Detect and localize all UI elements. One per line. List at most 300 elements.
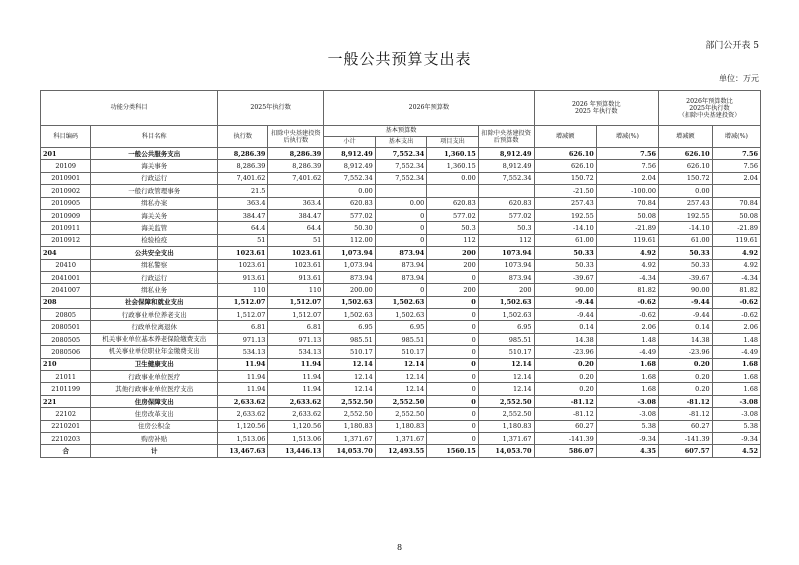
cell-basic: 7,552.34 [375,160,427,172]
cell-pct-2: 81.82 [712,284,760,296]
header-inc-pct: 增减(%) [596,126,658,148]
cell-project: 200 [427,259,479,271]
cell-exec: 363.4 [218,197,268,209]
table-row [41,296,761,308]
cell-basic [375,185,427,197]
table-row [41,209,761,221]
header-budget-excl: 扣除中央基建投资后预算数 [478,126,534,148]
cell-name: 行政运行 [91,271,218,283]
cell-inc: 14.38 [534,333,596,345]
cell-pct: -0.62 [596,296,658,308]
header-row-top [41,91,761,126]
cell-exec-excl: 110 [268,284,324,296]
cell-project: 0 [427,358,479,370]
cell-pct: 2.04 [596,172,658,184]
cell-project: 200 [427,284,479,296]
cell-exec: 384.47 [218,209,268,221]
header-inc-amount-2: 增减额 [659,126,713,148]
table-row [41,346,761,358]
cell-subtotal: 1,073.94 [324,259,376,271]
table-row [41,197,761,209]
cell-exec-excl: 8,286.39 [268,160,324,172]
cell-basic: 1,180.83 [375,420,427,432]
cell-inc-2: 50.33 [659,259,713,271]
header-exec-excl: 扣除中央基建投资后执行数 [268,126,324,148]
cell-exec-excl: 11.94 [268,358,324,370]
cell-budget-excl: 510.17 [478,346,534,358]
cell-inc-2: -14.10 [659,222,713,234]
cell-exec-excl: 1,512.07 [268,296,324,308]
cell-inc-2: 150.72 [659,172,713,184]
cell-inc-2: -81.12 [659,408,713,420]
cell-subtotal: 985.51 [324,333,376,345]
table-row [41,309,761,321]
cell-name: 住房改革支出 [91,408,218,420]
cell-pct: 7.56 [596,160,658,172]
total-label-a: 合 [41,445,91,457]
table-row [41,271,761,283]
cell-budget-excl: 8,912.49 [478,160,534,172]
header-compare-2025: 2026 年预算数比 2025 年执行数 [534,91,658,126]
cell-exec: 11.94 [218,371,268,383]
cell-code: 2010912 [41,234,91,246]
cell-pct-2: 7.56 [712,160,760,172]
cell-exec-excl: 1023.61 [268,259,324,271]
table-row [41,420,761,432]
cell-project: 0 [427,296,479,308]
total-row [41,445,761,457]
cell-code: 20109 [41,160,91,172]
cell-pct-2: 2.04 [712,172,760,184]
cell-pct-2: 1.68 [712,383,760,395]
cell-pct-2: -4.49 [712,346,760,358]
page-title: 一般公共预算支出表 [327,50,472,68]
cell-inc: 192.55 [534,209,596,221]
table-row [41,383,761,395]
cell-exec-excl: 1,513.06 [268,432,324,444]
cell-exec: 51 [218,234,268,246]
cell-budget-excl: 50.3 [478,222,534,234]
cell-subtotal: 2,552.50 [324,395,376,407]
total-exec: 13,467.63 [218,445,268,457]
cell-name: 卫生健康支出 [91,358,218,370]
cell-inc-2: 0.00 [659,185,713,197]
table-row [41,247,761,259]
cell-inc: 50.33 [534,247,596,259]
cell-name: 缉私警察 [91,259,218,271]
table-row [41,259,761,271]
cell-inc: 626.10 [534,160,596,172]
table-row [41,371,761,383]
cell-pct: -3.08 [596,408,658,420]
cell-name: 住房保障支出 [91,395,218,407]
cell-project: 0 [427,271,479,283]
cell-inc: 90.00 [534,284,596,296]
cell-exec-excl: 913.61 [268,271,324,283]
cell-subtotal: 8,912.49 [324,148,376,160]
cell-subtotal: 0.00 [324,185,376,197]
cell-pct-2: 70.84 [712,197,760,209]
cell-inc-2: 257.43 [659,197,713,209]
cell-project: 0 [427,346,479,358]
cell-exec: 110 [218,284,268,296]
header-inc-amount: 增减额 [534,126,596,148]
cell-code: 21011 [41,371,91,383]
cell-inc-2: -81.12 [659,395,713,407]
cell-name: 缉私业务 [91,284,218,296]
cell-pct: 119.61 [596,234,658,246]
cell-basic: 2,552.50 [375,395,427,407]
cell-exec: 21.5 [218,185,268,197]
cell-name: 其他行政事业单位医疗支出 [91,383,218,395]
cell-exec-excl: 8,286.39 [268,148,324,160]
table-row [41,148,761,160]
cell-inc: -81.12 [534,395,596,407]
cell-budget-excl: 577.02 [478,209,534,221]
cell-subtotal: 1,371.67 [324,432,376,444]
cell-exec-excl: 1,512.07 [268,309,324,321]
cell-subtotal: 200.00 [324,284,376,296]
cell-budget-excl: 12.14 [478,371,534,383]
cell-inc: -141.39 [534,432,596,444]
cell-name: 海关监管 [91,222,218,234]
total-inc-2: 607.57 [659,445,713,457]
cell-inc-2: 61.00 [659,234,713,246]
cell-subtotal: 577.02 [324,209,376,221]
cell-code: 2080505 [41,333,91,345]
cell-project: 1,360.15 [427,160,479,172]
cell-inc: -39.67 [534,271,596,283]
cell-inc: -21.50 [534,185,596,197]
header-compare-2025-excl: 2026年预算数比 2025年执行数 （扣除中央基建投资） [659,91,761,126]
cell-budget-excl: 1,180.83 [478,420,534,432]
cell-inc: -9.44 [534,309,596,321]
header-func-class: 功能分类科目 [41,91,218,126]
cell-inc-2: 626.10 [659,160,713,172]
cell-inc-2: 0.14 [659,321,713,333]
cell-inc-2: 50.33 [659,247,713,259]
cell-inc: -81.12 [534,408,596,420]
cell-exec-excl: 11.94 [268,371,324,383]
cell-name: 缉私办案 [91,197,218,209]
cell-pct-2: 4.92 [712,247,760,259]
cell-inc-2: 60.27 [659,420,713,432]
cell-project: 50.3 [427,222,479,234]
cell-code: 210 [41,358,91,370]
cell-name: 购房补贴 [91,432,218,444]
cell-basic: 0 [375,234,427,246]
cell-exec-excl: 6.81 [268,321,324,333]
cell-pct: -0.62 [596,309,658,321]
cell-inc: 0.20 [534,371,596,383]
cell-pct-2: -21.89 [712,222,760,234]
cell-pct: 4.92 [596,247,658,259]
table-row [41,321,761,333]
header-code: 科目编码 [41,126,91,148]
cell-project: 0 [427,371,479,383]
cell-budget-excl: 1,502.63 [478,309,534,321]
cell-inc: 61.00 [534,234,596,246]
cell-code: 2010911 [41,222,91,234]
table-row [41,284,761,296]
cell-inc-2: 0.20 [659,383,713,395]
cell-pct-2: 4.92 [712,259,760,271]
cell-code: 2080501 [41,321,91,333]
table-row [41,408,761,420]
cell-basic: 7,552.34 [375,172,427,184]
cell-basic: 1,502.63 [375,296,427,308]
cell-inc-2: 0.20 [659,358,713,370]
cell-exec: 1,512.07 [218,309,268,321]
cell-code: 2210203 [41,432,91,444]
cell-inc: 50.33 [534,259,596,271]
cell-inc-2: 14.38 [659,333,713,345]
cell-exec: 64.4 [218,222,268,234]
cell-name: 行政运行 [91,172,218,184]
cell-name: 一般公共服务支出 [91,148,218,160]
cell-budget-excl: 1073.94 [478,247,534,259]
cell-name: 行政单位离退休 [91,321,218,333]
header-row-mid [41,126,761,137]
cell-pct-2: -0.62 [712,296,760,308]
cell-inc: 0.14 [534,321,596,333]
cell-pct: 7.56 [596,148,658,160]
cell-exec-excl: 2,633.62 [268,395,324,407]
cell-exec-excl [268,185,324,197]
cell-exec: 971.13 [218,333,268,345]
header-basic: 基本支出 [375,137,427,148]
cell-subtotal: 2,552.50 [324,408,376,420]
cell-project: 0 [427,309,479,321]
cell-project: 200 [427,247,479,259]
cell-budget-excl: 7,552.34 [478,172,534,184]
cell-subtotal: 620.83 [324,197,376,209]
cell-code: 2210201 [41,420,91,432]
cell-pct-2: 5.38 [712,420,760,432]
budget-expenditure-table [40,90,761,458]
cell-exec-excl: 363.4 [268,197,324,209]
table-row [41,333,761,345]
cell-name: 住房公积金 [91,420,218,432]
table-row [41,185,761,197]
cell-pct: 1.48 [596,333,658,345]
cell-pct: 81.82 [596,284,658,296]
table-row [41,222,761,234]
cell-exec: 913.61 [218,271,268,283]
cell-code: 2010905 [41,197,91,209]
cell-pct: -4.34 [596,271,658,283]
cell-name: 机关事业单位职业年金缴费支出 [91,346,218,358]
cell-subtotal: 8,912.49 [324,160,376,172]
header-project: 项目支出 [427,137,479,148]
cell-pct-2: -0.62 [712,309,760,321]
cell-exec-excl: 971.13 [268,333,324,345]
cell-exec: 8,286.39 [218,160,268,172]
cell-exec: 6.81 [218,321,268,333]
table-row [41,395,761,407]
header-name: 科目名称 [91,126,218,148]
cell-code: 221 [41,395,91,407]
cell-basic: 12.14 [375,371,427,383]
table-row [41,432,761,444]
total-project: 1560.15 [427,445,479,457]
cell-pct: 50.08 [596,209,658,221]
cell-inc-2: 0.20 [659,371,713,383]
cell-project: 0 [427,395,479,407]
cell-project: 620.83 [427,197,479,209]
cell-budget-excl: 2,552.50 [478,395,534,407]
cell-name: 行政事业单位医疗 [91,371,218,383]
cell-name: 一般行政管理事务 [91,185,218,197]
cell-budget-excl: 6.95 [478,321,534,333]
table-row [41,234,761,246]
cell-pct-2 [712,185,760,197]
cell-subtotal: 1,502.63 [324,296,376,308]
cell-basic: 0 [375,222,427,234]
cell-basic: 1,371.67 [375,432,427,444]
cell-inc-2: -9.44 [659,309,713,321]
cell-basic: 1,502.63 [375,309,427,321]
cell-project [427,185,479,197]
cell-pct: -100.00 [596,185,658,197]
cell-name: 检验检疫 [91,234,218,246]
cell-budget-excl: 200 [478,284,534,296]
cell-pct: 4.92 [596,259,658,271]
cell-code: 2010909 [41,209,91,221]
cell-basic: 873.94 [375,247,427,259]
cell-exec-excl: 51 [268,234,324,246]
cell-budget-excl: 12.14 [478,383,534,395]
cell-budget-excl: 620.83 [478,197,534,209]
cell-subtotal: 1,073.94 [324,247,376,259]
cell-basic: 510.17 [375,346,427,358]
cell-code: 2010902 [41,185,91,197]
header-subtotal-group: 基本预算数 [324,126,479,137]
cell-exec: 11.94 [218,358,268,370]
cell-pct-2: 1.68 [712,358,760,370]
cell-exec-excl: 7,401.62 [268,172,324,184]
cell-pct: -21.89 [596,222,658,234]
cell-basic: 985.51 [375,333,427,345]
cell-code: 2101199 [41,383,91,395]
cell-inc-2: 626.10 [659,148,713,160]
table-row [41,358,761,370]
cell-subtotal: 6.95 [324,321,376,333]
cell-pct-2: -9.34 [712,432,760,444]
cell-inc: -14.10 [534,222,596,234]
cell-pct: -9.34 [596,432,658,444]
cell-pct: 1.68 [596,371,658,383]
cell-pct: -4.49 [596,346,658,358]
unit-label: 单位：万元 [719,74,759,83]
cell-exec-excl: 534.13 [268,346,324,358]
cell-budget-excl: 985.51 [478,333,534,345]
cell-inc: -23.96 [534,346,596,358]
cell-pct: 5.38 [596,420,658,432]
cell-project: 0 [427,408,479,420]
cell-exec-excl: 64.4 [268,222,324,234]
cell-exec-excl: 2,633.62 [268,408,324,420]
cell-inc: 0.20 [534,383,596,395]
total-subtotal: 14,053.70 [324,445,376,457]
cell-exec-excl: 384.47 [268,209,324,221]
cell-name: 行政事业单位养老支出 [91,309,218,321]
cell-subtotal: 7,552.34 [324,172,376,184]
cell-pct-2: -4.34 [712,271,760,283]
cell-name: 公共安全支出 [91,247,218,259]
cell-basic: 873.94 [375,259,427,271]
cell-exec: 7,401.62 [218,172,268,184]
total-exec-excl: 13,446.13 [268,445,324,457]
cell-project: 577.02 [427,209,479,221]
cell-subtotal: 873.94 [324,271,376,283]
cell-name: 海关事务 [91,160,218,172]
cell-code: 22102 [41,408,91,420]
total-label-b: 计 [91,445,218,457]
cell-code: 20410 [41,259,91,271]
doc-table-label: 部门公开表 5 [705,41,759,51]
cell-pct: 70.84 [596,197,658,209]
cell-exec: 1,120.56 [218,420,268,432]
cell-basic: 12.14 [375,383,427,395]
cell-project: 112 [427,234,479,246]
cell-code: 2041007 [41,284,91,296]
cell-project: 1,360.15 [427,148,479,160]
cell-pct: 1.68 [596,383,658,395]
cell-budget-excl: 1,502.63 [478,296,534,308]
cell-pct-2: -3.08 [712,395,760,407]
cell-exec-excl: 11.94 [268,383,324,395]
cell-budget-excl: 873.94 [478,271,534,283]
cell-project: 0 [427,432,479,444]
cell-inc: 257.43 [534,197,596,209]
cell-pct-2: -3.08 [712,408,760,420]
cell-code: 2080506 [41,346,91,358]
cell-inc: -9.44 [534,296,596,308]
cell-inc-2: -23.96 [659,346,713,358]
cell-budget-excl: 2,552.50 [478,408,534,420]
cell-basic: 0 [375,284,427,296]
cell-basic: 6.95 [375,321,427,333]
cell-code: 201 [41,148,91,160]
total-budget-excl: 14,053.70 [478,445,534,457]
cell-exec: 1023.61 [218,259,268,271]
cell-budget-excl: 8,912.49 [478,148,534,160]
cell-budget-excl [478,185,534,197]
cell-inc-2: -39.67 [659,271,713,283]
header-budget-2026: 2026年预算数 [324,91,534,126]
cell-exec: 2,633.62 [218,408,268,420]
cell-pct-2: 1.68 [712,371,760,383]
header-exec: 执行数 [218,126,268,148]
cell-exec: 8,286.39 [218,148,268,160]
table-row [41,160,761,172]
cell-exec: 1,513.06 [218,432,268,444]
cell-subtotal: 1,502.63 [324,309,376,321]
cell-subtotal: 12.14 [324,358,376,370]
cell-project: 0 [427,420,479,432]
cell-project: 0 [427,321,479,333]
header-subtotal: 小计 [324,137,376,148]
cell-name: 社会保障和就业支出 [91,296,218,308]
cell-basic: 12.14 [375,358,427,370]
cell-budget-excl: 1073.94 [478,259,534,271]
cell-exec: 2,633.62 [218,395,268,407]
cell-code: 2010901 [41,172,91,184]
cell-inc-2: 192.55 [659,209,713,221]
cell-basic: 0 [375,209,427,221]
cell-exec-excl: 1,120.56 [268,420,324,432]
